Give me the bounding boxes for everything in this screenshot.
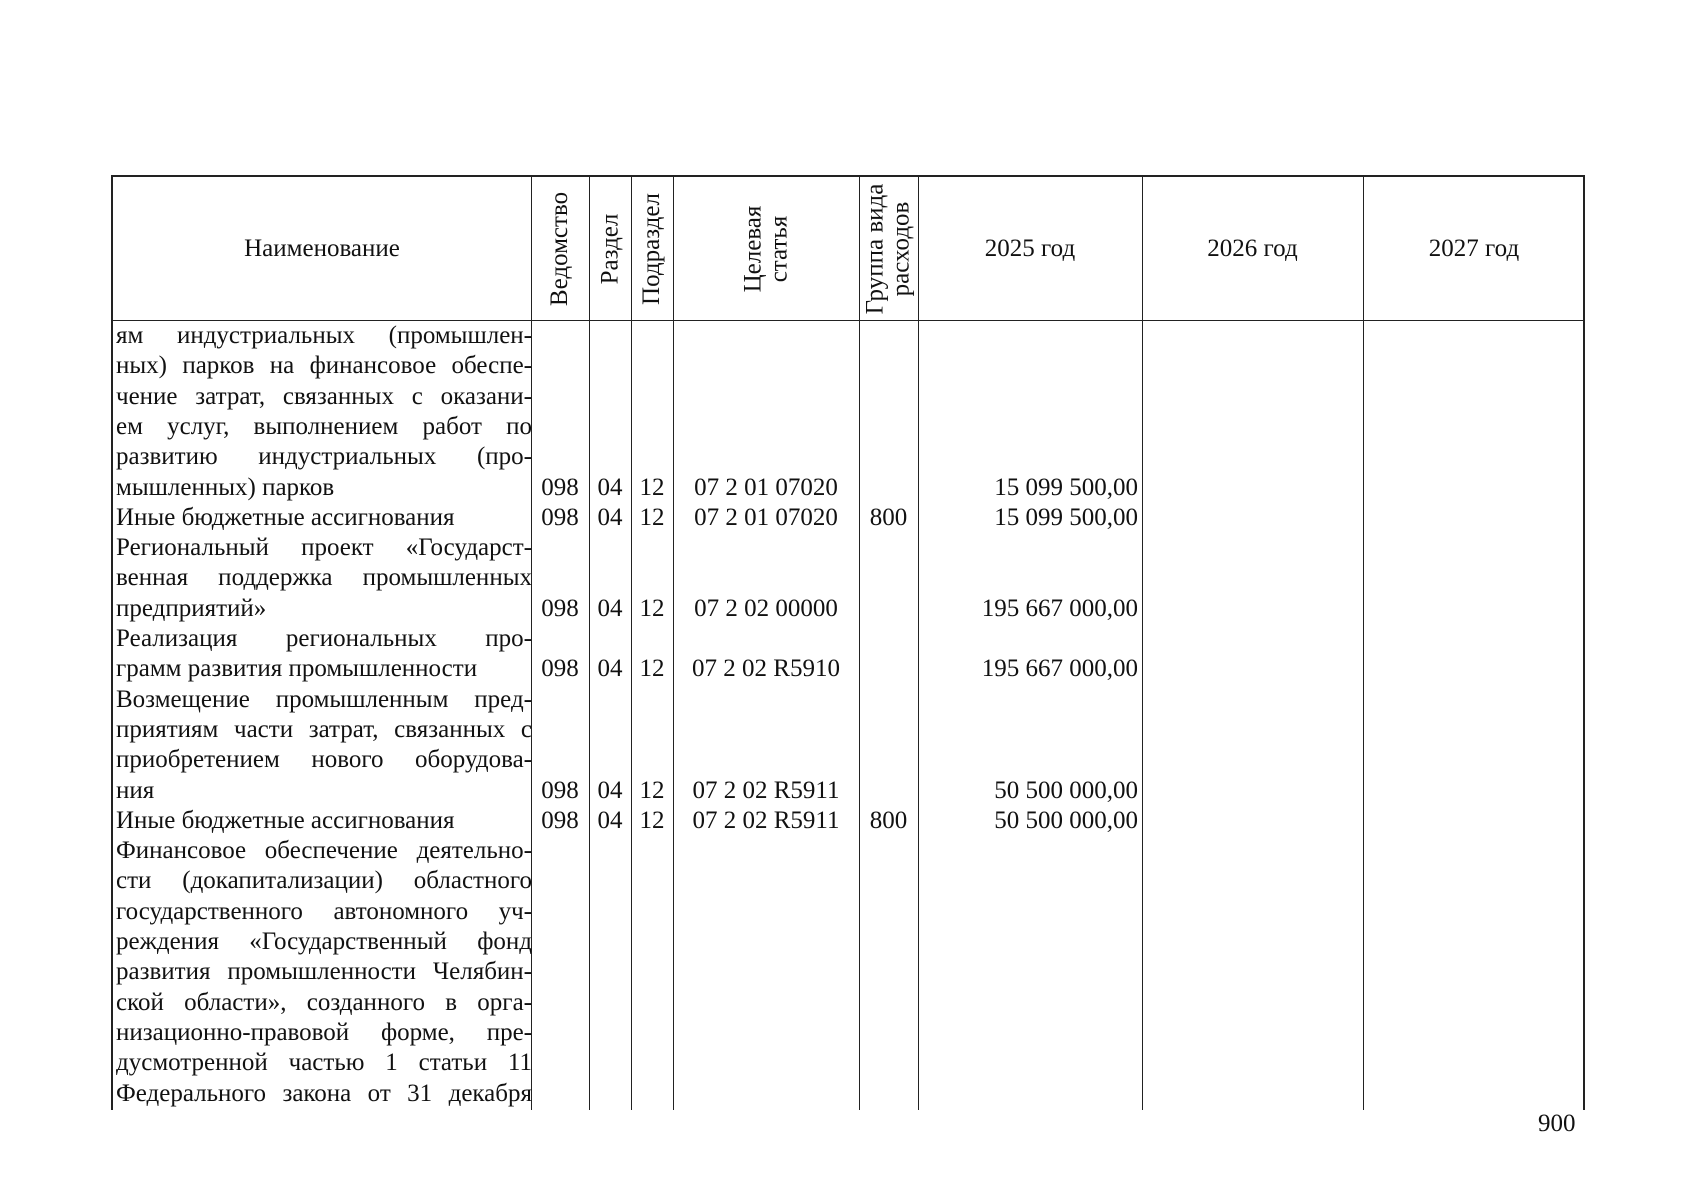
header-2026 — [1142, 177, 1363, 320]
header-2027-text: 2027 год — [1428, 234, 1520, 262]
cell-pod: 12 — [639, 503, 665, 531]
name-line: Возмещение промышленным пред- — [116, 685, 532, 713]
name-line: ям индустриальных (промышлен- — [116, 322, 532, 349]
cell-v2025: 195 667 000,00 — [981, 655, 1138, 683]
header-razdel — [589, 177, 631, 320]
cell-raz: 04 — [597, 594, 623, 622]
cell-raz: 04 — [597, 655, 623, 683]
name-line: чение затрат, связанных с оказани- — [116, 382, 532, 410]
header-vedomstvo — [531, 177, 589, 320]
cell-grp: 800 — [869, 806, 908, 834]
cell-v2025: 195 667 000,00 — [981, 594, 1138, 622]
name-line: Федерального закона от 31 декабря — [116, 1079, 532, 1107]
cell-pod: 12 — [639, 655, 665, 683]
header-gruppa-line1: Группа вида — [861, 183, 889, 314]
cell-cel: 07 2 02 00000 — [694, 594, 838, 622]
cell-pod: 12 — [639, 776, 665, 804]
name-line: Иные бюджетные ассигнования — [116, 503, 455, 531]
name-line: Иные бюджетные ассигнования — [116, 806, 455, 834]
header-celevaya-line1: Целевая — [738, 205, 766, 292]
header-gruppa — [859, 177, 918, 320]
name-line: мышленных) парков — [116, 473, 335, 501]
header-razdel-text: Раздел — [596, 213, 623, 284]
header-name — [113, 177, 531, 320]
header-celevaya — [673, 177, 859, 320]
name-line: ской области», созданного в орга- — [116, 988, 532, 1016]
name-line: сти (докапитализации) областного — [116, 867, 532, 895]
cell-v2025: 50 500 000,00 — [994, 776, 1138, 804]
name-line: реждения «Государственный фонд — [116, 928, 532, 955]
header-2025 — [918, 177, 1142, 320]
cell-cel: 07 2 02 R5910 — [692, 655, 840, 683]
name-line: Региональный проект «Государст- — [116, 534, 532, 562]
header-name-text: Наименование — [244, 234, 400, 262]
header-celevaya-line2: статья — [764, 215, 792, 282]
name-line: приятиям части затрат, связанных с — [116, 715, 532, 743]
name-line: развития промышленности Челябин- — [116, 958, 532, 986]
cell-pod: 12 — [639, 473, 665, 501]
cell-pod: 12 — [639, 594, 665, 622]
cell-raz: 04 — [597, 473, 623, 501]
cell-cel: 07 2 01 07020 — [694, 473, 838, 501]
page-number: 900 — [1538, 1110, 1576, 1137]
name-line: ных) парков на финансовое обеспе- — [116, 352, 532, 380]
cell-ved: 098 — [541, 473, 579, 501]
cell-cel: 07 2 01 07020 — [694, 503, 838, 531]
cell-ved: 098 — [541, 503, 579, 531]
name-line: Реализация региональных про- — [116, 625, 532, 652]
name-line: государственного автономного уч- — [116, 897, 532, 925]
header-gruppa-line2: расходов — [887, 201, 915, 296]
cell-pod: 12 — [639, 806, 665, 834]
name-line: развитию индустриальных (про- — [116, 443, 532, 471]
name-line: Финансовое обеспечение деятельно- — [116, 837, 532, 865]
cell-ved: 098 — [541, 655, 579, 683]
cell-v2025: 15 099 500,00 — [994, 473, 1138, 501]
cell-raz: 04 — [597, 806, 623, 834]
cell-raz: 04 — [597, 776, 623, 804]
header-2026-text: 2026 год — [1207, 234, 1298, 262]
name-line: приобретением нового оборудова- — [116, 746, 532, 774]
cell-cel: 07 2 02 R5911 — [692, 806, 840, 834]
header-podrazdel — [631, 177, 673, 320]
name-line: венная поддержка промышленных — [116, 564, 532, 592]
cell-ved: 098 — [541, 806, 579, 834]
name-line: предприятий» — [116, 594, 267, 622]
budget-table — [111, 175, 1585, 1110]
name-line: низационно-правовой форме, пре- — [116, 1018, 532, 1046]
cell-ved: 098 — [541, 594, 579, 622]
name-line: грамм развития промышленности — [116, 655, 478, 683]
header-2025-text: 2025 год — [984, 234, 1076, 262]
name-line: ния — [116, 776, 155, 804]
cell-ved: 098 — [541, 776, 579, 804]
cell-grp: 800 — [869, 503, 908, 531]
name-line: ем услуг, выполнением работ по — [116, 412, 532, 440]
cell-v2025: 50 500 000,00 — [994, 806, 1138, 834]
header-vedomstvo-text: Ведомство — [546, 191, 574, 306]
name-line: дусмотренной частью 1 статьи 11 — [116, 1049, 532, 1077]
cell-raz: 04 — [597, 503, 623, 531]
cell-v2025: 15 099 500,00 — [994, 503, 1138, 531]
cell-cel: 07 2 02 R5911 — [692, 776, 840, 804]
header-podrazdel-text: Подраздел — [638, 192, 665, 305]
header-2027 — [1363, 177, 1585, 320]
